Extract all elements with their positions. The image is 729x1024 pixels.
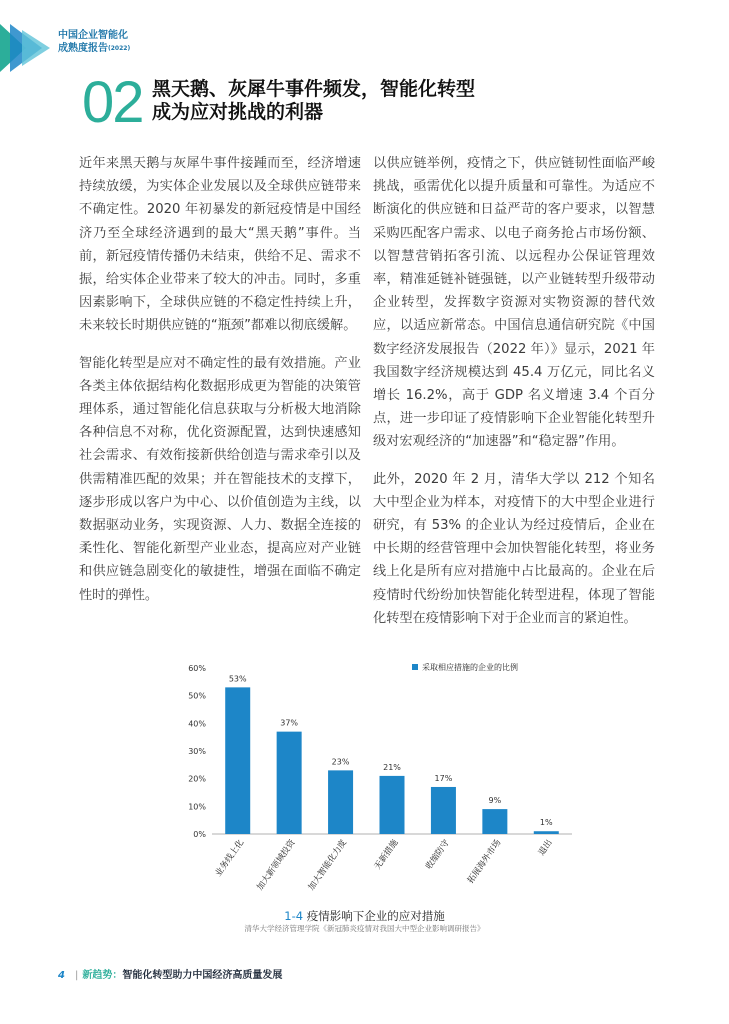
section-number: 02 xyxy=(82,70,143,135)
page-footer: 4 | 新趋势：智能化转型助力中国经济高质量发展 xyxy=(58,970,283,981)
legend-swatch xyxy=(412,664,418,670)
footer-title: 智能化转型助力中国经济高质量发展 xyxy=(122,970,283,981)
figure-number: 1-4 xyxy=(284,909,304,923)
bar xyxy=(328,770,353,834)
paragraph: 智能化转型是应对不确定性的最有效措施。产业各类主体依据结构化数据形成更为智能的决策管理体系，通过智能化信息获取与分析极大地消除各种信息不对称，优化资源配置，达到快速感知社会需求、有效衔接新供给创造与需求牵引以及供需精准匹配的效果；并在智能技术的支撑下，逐步形成以客户为中心、以价值创造为主线，以数据驱动业务，实现资源、人力、数据全连接的柔性化、智能化新型产业业态，提高应对产业链和供应链急剧变化的敏捷性，增强在面临不确定性时的弹性。 xyxy=(79,355,361,603)
category-label: 拓展海外市场 xyxy=(465,837,504,886)
bar-chart-svg xyxy=(160,650,580,893)
left-text-column xyxy=(79,152,361,621)
category-label: 加大智能化力度 xyxy=(306,837,350,893)
category-label: 退出 xyxy=(536,837,555,858)
bar xyxy=(534,831,559,834)
y-tick-label: 10% xyxy=(188,802,206,812)
figure-title: 疫情影响下企业的应对措施 xyxy=(306,909,445,923)
category-label: 收缩防守 xyxy=(424,837,452,872)
data-label: 53% xyxy=(228,674,247,684)
data-label: 23% xyxy=(331,757,350,767)
page-number: 4 xyxy=(58,970,65,981)
category-label: 无新措施 xyxy=(372,837,401,872)
y-tick-label: 50% xyxy=(188,691,206,701)
bar xyxy=(380,776,405,834)
y-tick-label: 20% xyxy=(188,774,206,784)
bar xyxy=(277,732,302,834)
y-tick-label: 40% xyxy=(188,719,206,729)
legend-label: 采取相应措施的企业的比例 xyxy=(422,663,518,672)
category-label: 加大新领域投资 xyxy=(255,837,298,893)
y-tick-label: 60% xyxy=(188,664,206,673)
data-label: 1% xyxy=(539,818,553,828)
paragraph: 近年来黑天鹅与灰犀牛事件接踵而至，经济增速持续放缓，为实体企业发展以及全球供应链带来不确定性。2020 年初暴发的新冠疫情是中国经济乃至全球经济遇到的最大“黑天鹅”事件。当前，新冠疫情传播仍未结束，供给不足、需求不振，给实体企业带来了较大的冲击。同时，多重因素影响下，全球供应链的不稳定性持续上升，未来较长时期供应链的“瓶颈”都难以彻底缓解。 xyxy=(79,156,361,334)
data-label: 21% xyxy=(383,762,401,772)
footer-label: 新趋势： xyxy=(82,970,123,981)
y-tick-label: 30% xyxy=(188,747,206,756)
data-label: 9% xyxy=(488,796,502,806)
data-label: 17% xyxy=(434,773,453,783)
section-title: 黑天鹅、灰犀牛事件频发，智能化转型 成为应对挑战的利器 xyxy=(152,78,476,123)
right-text-column xyxy=(373,152,655,644)
bar-chart xyxy=(160,650,580,893)
figure-caption xyxy=(0,908,729,924)
paragraph: 以供应链举例，疫情之下，供应链韧性面临严峻挑战，亟需优化以提升质量和可靠性。为适应不断演化的供应链和日益严苛的客户要求，以智慧采购匹配客户需求、以电子商务抢占市场份额、以智慧营销拓客引流、以远程办公保证管理效率，精准延链补链强链，以产业链转型升级带动企业转型，发挥数字资源对实物资源的替代效应，以适应新常态。中国信息通信研究院《中国数字经济发展报告（2022 年）》显示，2021 年我国数字经济规模达到 45.4 万亿元，同比名义增长 16.2%，高于 GDP 名义增速 3.4 个百分点，进一步印证了疫情影响下企业智能化转型升级对宏观经济的“加速器”和“稳定器”作用。 xyxy=(373,156,655,450)
category-label: 业务线上化 xyxy=(213,837,247,879)
y-tick-label: 0% xyxy=(193,830,206,839)
data-label: 37% xyxy=(280,718,299,728)
paragraph: 此外，2020 年 2 月，清华大学以 212 个知名大中型企业为样本，对疫情下的大中型企业进行研究，有 53% 的企业认为经过疫情后，企业在中长期的经营管理中会加快智能化转型，将业务线上化是所有应对措施中占比最高的。企业在后疫情时代纷纷加快智能化转型进程，体现了智能化转型在疫情影响下对于企业而言的紧迫性。 xyxy=(373,471,655,626)
figure-source: 清华大学经济管理学院《新冠肺炎疫情对我国大中型企业影响调研报告》 xyxy=(244,924,485,933)
bar xyxy=(482,809,507,834)
report-logo xyxy=(0,20,52,76)
bar xyxy=(431,787,456,834)
report-header-title: 中国企业智能化 成熟度报告$^{(2022)}$ xyxy=(58,30,131,54)
bar xyxy=(225,687,250,834)
